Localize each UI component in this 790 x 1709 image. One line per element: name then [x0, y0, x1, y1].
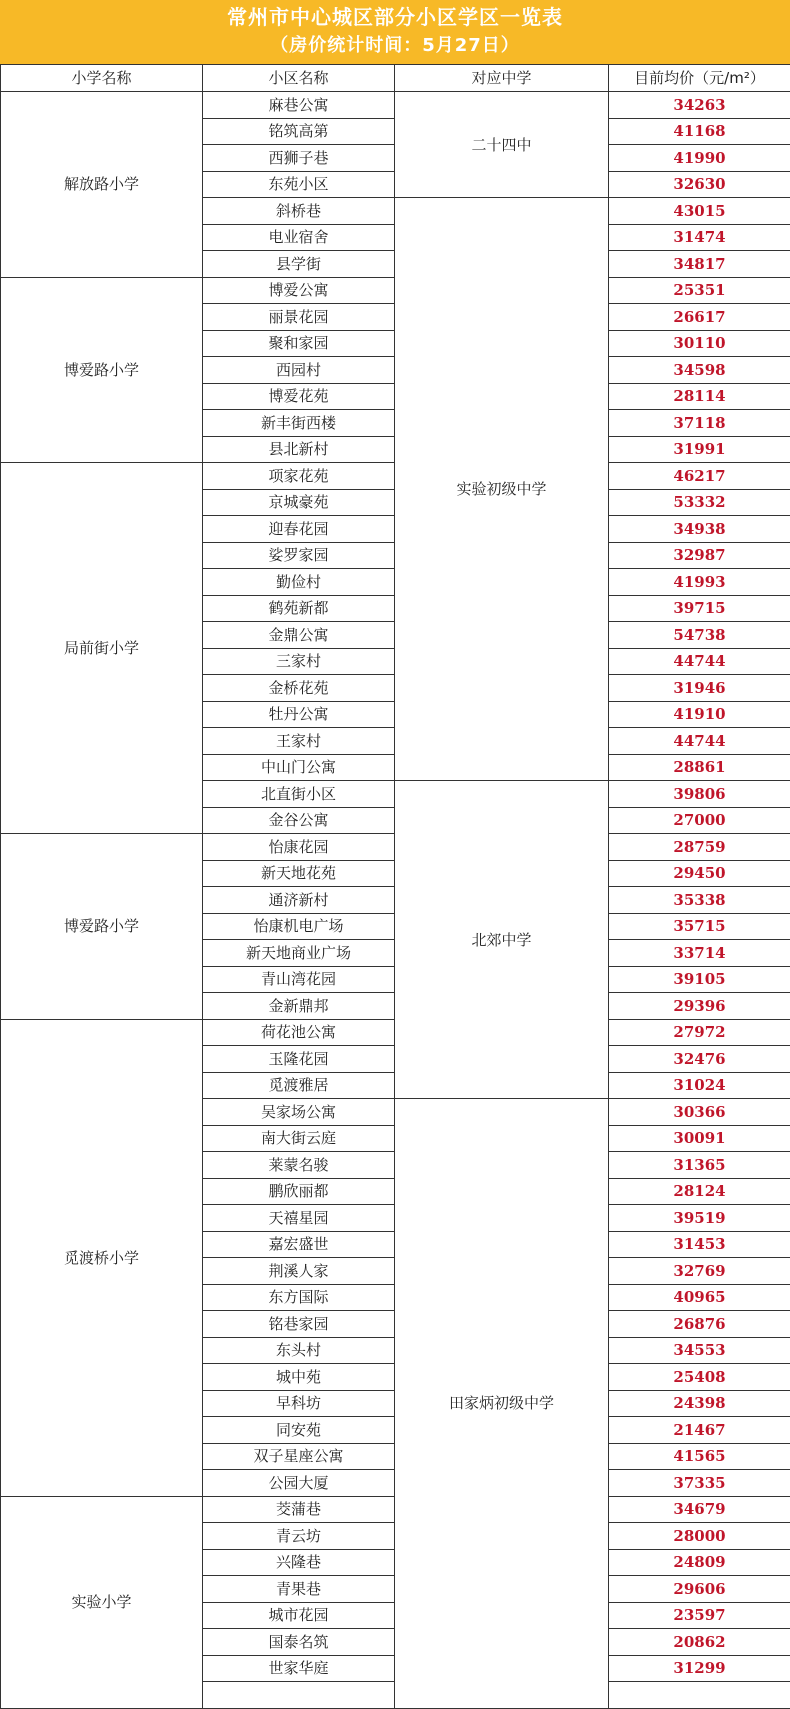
primary-school-cell: 局前街小学	[1, 463, 203, 834]
avg-price-cell: 30110	[609, 330, 790, 357]
community-cell: 迎春花园	[203, 516, 395, 543]
community-cell: 金新鼎邦	[203, 993, 395, 1020]
community-cell: 玉隆花园	[203, 1046, 395, 1073]
community-cell: 双子星座公寓	[203, 1443, 395, 1470]
community-cell: 新天地商业广场	[203, 940, 395, 967]
community-cell: 城中苑	[203, 1364, 395, 1391]
header-avg-price: 目前均价（元/m²）	[609, 65, 790, 92]
community-cell: 东方国际	[203, 1284, 395, 1311]
table-title-banner	[0, 0, 790, 64]
community-cell: 怡康花园	[203, 834, 395, 861]
avg-price-cell: 29606	[609, 1576, 790, 1603]
avg-price-cell: 44744	[609, 648, 790, 675]
table-body	[1, 92, 790, 1709]
middle-school-cell: 实验初级中学	[395, 198, 609, 781]
avg-price-cell: 25351	[609, 277, 790, 304]
community-cell: 东头村	[203, 1337, 395, 1364]
community-cell: 三家村	[203, 648, 395, 675]
avg-price-cell: 41993	[609, 569, 790, 596]
avg-price-cell: 25408	[609, 1364, 790, 1391]
community-cell: 铭筑高第	[203, 118, 395, 145]
community-cell: 南大街云庭	[203, 1125, 395, 1152]
avg-price-cell: 27972	[609, 1019, 790, 1046]
community-cell: 天禧星园	[203, 1205, 395, 1232]
community-cell: 牡丹公寓	[203, 701, 395, 728]
middle-school-cell: 田家炳初级中学	[395, 1099, 609, 1709]
community-cell: 鹤苑新都	[203, 595, 395, 622]
community-cell: 东苑小区	[203, 171, 395, 198]
primary-school-cell: 博爱路小学	[1, 834, 203, 1020]
community-cell: 觅渡雅居	[203, 1072, 395, 1099]
avg-price-cell: 41168	[609, 118, 790, 145]
avg-price-cell: 41990	[609, 145, 790, 172]
community-cell: 博爱花苑	[203, 383, 395, 410]
primary-school-cell: 解放路小学	[1, 92, 203, 278]
community-cell: 城市花园	[203, 1602, 395, 1629]
header-community: 小区名称	[203, 65, 395, 92]
table-row	[1, 92, 790, 119]
avg-price-cell: 24398	[609, 1390, 790, 1417]
avg-price-cell: 31453	[609, 1231, 790, 1258]
avg-price-cell: 39806	[609, 781, 790, 808]
table-subtitle: （房价统计时间：5月27日）	[0, 33, 790, 59]
avg-price-cell: 31024	[609, 1072, 790, 1099]
avg-price-cell: 32769	[609, 1258, 790, 1285]
avg-price-cell: 29396	[609, 993, 790, 1020]
community-cell: 吴家场公寓	[203, 1099, 395, 1126]
avg-price-cell: 41565	[609, 1443, 790, 1470]
avg-price-cell: 31365	[609, 1152, 790, 1179]
header-primary-school: 小学名称	[1, 65, 203, 92]
community-cell: 青山湾花园	[203, 966, 395, 993]
community-cell: 西狮子巷	[203, 145, 395, 172]
community-cell: 新丰街西楼	[203, 410, 395, 437]
community-cell: 京城豪苑	[203, 489, 395, 516]
avg-price-cell: 20862	[609, 1629, 790, 1656]
community-cell: 北直街小区	[203, 781, 395, 808]
community-cell: 青果巷	[203, 1576, 395, 1603]
avg-price-cell: 34598	[609, 357, 790, 384]
avg-price-cell: 39715	[609, 595, 790, 622]
community-cell: 金桥花苑	[203, 675, 395, 702]
avg-price-cell: 35338	[609, 887, 790, 914]
community-cell: 中山门公寓	[203, 754, 395, 781]
avg-price-cell: 44744	[609, 728, 790, 755]
avg-price-cell: 43015	[609, 198, 790, 225]
avg-price-cell: 29450	[609, 860, 790, 887]
community-cell: 县学街	[203, 251, 395, 278]
community-cell: 茭蒲巷	[203, 1496, 395, 1523]
header-middle-school: 对应中学	[395, 65, 609, 92]
avg-price-cell: 34553	[609, 1337, 790, 1364]
community-cell: 西园村	[203, 357, 395, 384]
community-cell: 莱蒙名骏	[203, 1152, 395, 1179]
avg-price-cell: 26617	[609, 304, 790, 331]
community-cell: 王家村	[203, 728, 395, 755]
community-cell: 金谷公寓	[203, 807, 395, 834]
avg-price-cell: 30091	[609, 1125, 790, 1152]
school-district-table	[0, 64, 790, 1709]
community-cell: 新天地花苑	[203, 860, 395, 887]
community-cell: 博爱公寓	[203, 277, 395, 304]
community-cell: 项家花苑	[203, 463, 395, 490]
avg-price-cell: 32987	[609, 542, 790, 569]
community-cell: 鹏欣丽都	[203, 1178, 395, 1205]
avg-price-cell: 39519	[609, 1205, 790, 1232]
community-cell: 聚和家园	[203, 330, 395, 357]
community-cell: 娑罗家园	[203, 542, 395, 569]
avg-price-cell: 37335	[609, 1470, 790, 1497]
community-cell: 怡康机电广场	[203, 913, 395, 940]
avg-price-cell: 40965	[609, 1284, 790, 1311]
community-cell: 嘉宏盛世	[203, 1231, 395, 1258]
community-cell: 县北新村	[203, 436, 395, 463]
avg-price-cell	[609, 1682, 790, 1709]
avg-price-cell: 32476	[609, 1046, 790, 1073]
avg-price-cell: 28124	[609, 1178, 790, 1205]
table-header	[1, 65, 790, 92]
avg-price-cell: 53332	[609, 489, 790, 516]
community-cell: 斜桥巷	[203, 198, 395, 225]
avg-price-cell: 28861	[609, 754, 790, 781]
avg-price-cell: 30366	[609, 1099, 790, 1126]
middle-school-cell: 二十四中	[395, 92, 609, 198]
avg-price-cell: 32630	[609, 171, 790, 198]
avg-price-cell: 54738	[609, 622, 790, 649]
community-cell: 青云坊	[203, 1523, 395, 1550]
community-cell: 世家华庭	[203, 1655, 395, 1682]
avg-price-cell: 34817	[609, 251, 790, 278]
community-cell: 通济新村	[203, 887, 395, 914]
avg-price-cell: 31946	[609, 675, 790, 702]
avg-price-cell: 35715	[609, 913, 790, 940]
community-cell: 勤俭村	[203, 569, 395, 596]
primary-school-cell: 实验小学	[1, 1496, 203, 1708]
community-cell: 荆溪人家	[203, 1258, 395, 1285]
avg-price-cell: 24809	[609, 1549, 790, 1576]
avg-price-cell: 28759	[609, 834, 790, 861]
avg-price-cell: 28114	[609, 383, 790, 410]
avg-price-cell: 37118	[609, 410, 790, 437]
avg-price-cell: 34263	[609, 92, 790, 119]
community-cell: 铭巷家园	[203, 1311, 395, 1338]
community-cell: 荷花池公寓	[203, 1019, 395, 1046]
avg-price-cell: 39105	[609, 966, 790, 993]
avg-price-cell: 34679	[609, 1496, 790, 1523]
primary-school-cell: 博爱路小学	[1, 277, 203, 463]
header-row	[1, 65, 790, 92]
avg-price-cell: 34938	[609, 516, 790, 543]
avg-price-cell: 31474	[609, 224, 790, 251]
avg-price-cell: 31991	[609, 436, 790, 463]
avg-price-cell: 27000	[609, 807, 790, 834]
middle-school-cell: 北郊中学	[395, 781, 609, 1099]
table-title: 常州市中心城区部分小区学区一览表	[0, 3, 790, 31]
community-cell: 金鼎公寓	[203, 622, 395, 649]
community-cell: 丽景花园	[203, 304, 395, 331]
community-cell: 同安苑	[203, 1417, 395, 1444]
avg-price-cell: 21467	[609, 1417, 790, 1444]
avg-price-cell: 28000	[609, 1523, 790, 1550]
community-cell: 兴隆巷	[203, 1549, 395, 1576]
community-cell: 电业宿舍	[203, 224, 395, 251]
avg-price-cell: 41910	[609, 701, 790, 728]
community-cell	[203, 1682, 395, 1709]
avg-price-cell: 33714	[609, 940, 790, 967]
avg-price-cell: 26876	[609, 1311, 790, 1338]
avg-price-cell: 23597	[609, 1602, 790, 1629]
avg-price-cell: 46217	[609, 463, 790, 490]
avg-price-cell: 31299	[609, 1655, 790, 1682]
community-cell: 麻巷公寓	[203, 92, 395, 119]
community-cell: 国泰名筑	[203, 1629, 395, 1656]
community-cell: 公园大厦	[203, 1470, 395, 1497]
community-cell: 早科坊	[203, 1390, 395, 1417]
primary-school-cell: 觅渡桥小学	[1, 1019, 203, 1496]
